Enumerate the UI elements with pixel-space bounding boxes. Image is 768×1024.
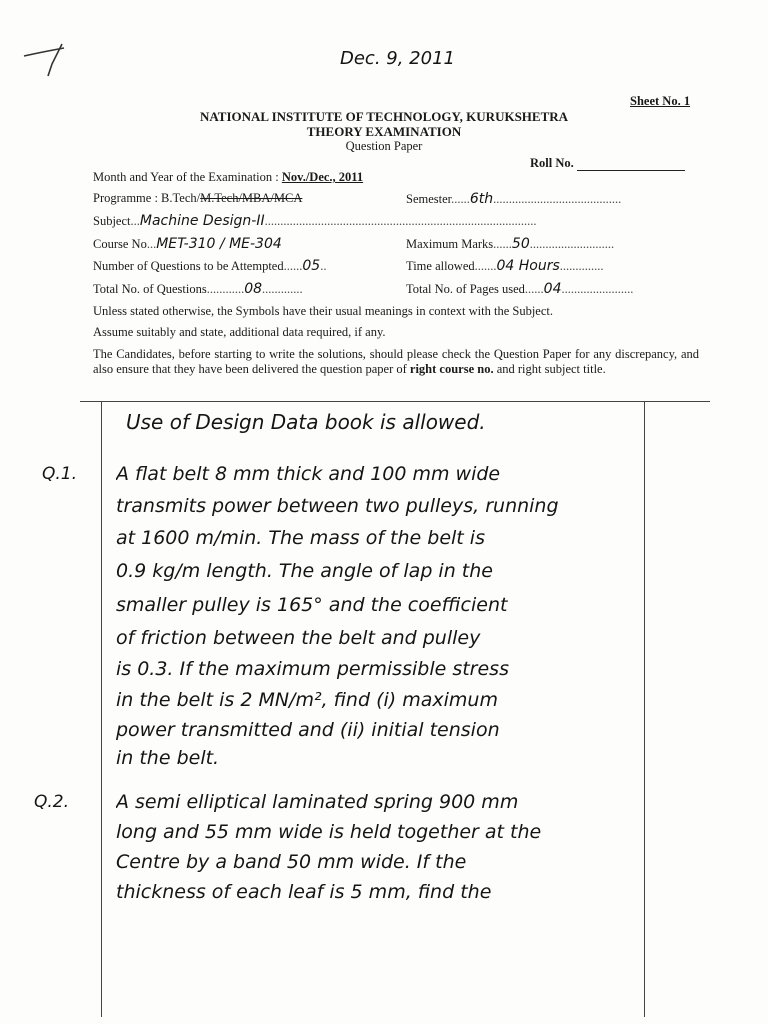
time-allowed-value: 04 Hours <box>496 258 560 274</box>
semester-value: 6th <box>469 191 494 207</box>
handwritten-date: Dec. 9, 2011 <box>340 48 455 69</box>
programme-struck-options: M.Tech/MBA/MCA <box>200 191 303 205</box>
question-2-number: Q.2. <box>34 792 70 812</box>
corner-tick-mark <box>20 42 70 78</box>
instruction-assume: Assume suitably and state, additional data required, if any. <box>93 325 386 339</box>
data-book-note: Use of Design Data book is allowed. <box>126 410 486 434</box>
question-1-line: A flat belt 8 mm thick and 100 mm wide <box>116 463 501 485</box>
questions-attempt-value: 05 <box>302 258 321 274</box>
time-allowed-row: Time allowed.......04 Hours.............. <box>406 258 604 274</box>
question-2-line: long and 55 mm wide is held together at the <box>116 821 542 843</box>
paper-type: Question Paper <box>345 139 423 153</box>
max-marks-value: 50 <box>511 236 530 252</box>
question-1-line: 0.9 kg/m length. The angle of lap in the <box>116 560 493 582</box>
institute-name: NATIONAL INSTITUTE OF TECHNOLOGY, KURUKSHETRA <box>199 109 569 124</box>
semester-row: Semester......6th......................................... <box>406 191 622 207</box>
roll-no-blank <box>577 158 685 171</box>
question-2-line: A semi elliptical laminated spring 900 mm <box>116 791 519 813</box>
max-marks-row: Maximum Marks......50........................... <box>406 236 615 252</box>
instruction-symbols: Unless stated otherwise, the Symbols have their usual meanings in context with the Subject. <box>93 304 553 318</box>
month-year-row: Month and Year of the Examination : Nov./Dec., 2011 <box>93 170 364 184</box>
total-pages-value: 04 <box>543 281 562 297</box>
course-no-row: Course No...MET-310 / ME-304 <box>93 236 282 252</box>
subject-row: Subject...Machine Design-II....................................................................................... <box>93 213 537 229</box>
total-pages-row: Total No. of Pages used......04....................... <box>406 281 634 297</box>
question-1-line: of friction between the belt and pulley <box>116 627 481 649</box>
question-2-line: Centre by a band 50 mm wide. If the <box>116 851 467 873</box>
sheet-number: Sheet No. 1 <box>630 94 691 108</box>
question-1-line: is 0.3. If the maximum permissible stress <box>116 658 509 680</box>
question-1-line: power transmitted and (ii) initial tension <box>116 719 500 741</box>
box-top-extension <box>80 401 710 402</box>
questions-attempt-row: Number of Questions to be Attempted......05.. <box>93 258 327 274</box>
roll-no-label: Roll No. <box>530 156 685 171</box>
exam-type: THEORY EXAMINATION <box>306 124 462 139</box>
question-1-line: smaller pulley is 165° and the coefficient <box>116 594 508 616</box>
question-1-line: at 1600 m/min. The mass of the belt is <box>116 527 485 549</box>
total-questions-value: 08 <box>244 281 263 297</box>
question-1-number: Q.1. <box>42 464 78 484</box>
programme-row: Programme : B.Tech/M.Tech/MBA/MCA <box>93 191 303 205</box>
candidate-note: The Candidates, before starting to write the solutions, should please check the Question Paper for any discrepancy, and also ensure that they have been delivered the question paper of right course no. and right subject title. <box>93 347 699 376</box>
course-no-value: MET-310 / ME-304 <box>156 236 282 252</box>
question-1-line: in the belt is 2 MN/m², find (i) maximum <box>116 689 498 711</box>
subject-value: Machine Design-II <box>139 213 265 229</box>
month-year-value: Nov./Dec., 2011 <box>281 170 364 184</box>
question-2-line: thickness of each leaf is 5 mm, find the <box>116 881 492 903</box>
total-questions-row: Total No. of Questions............08............. <box>93 281 303 297</box>
question-1-line: in the belt. <box>116 747 220 769</box>
question-1-line: transmits power between two pulleys, running <box>116 495 559 517</box>
